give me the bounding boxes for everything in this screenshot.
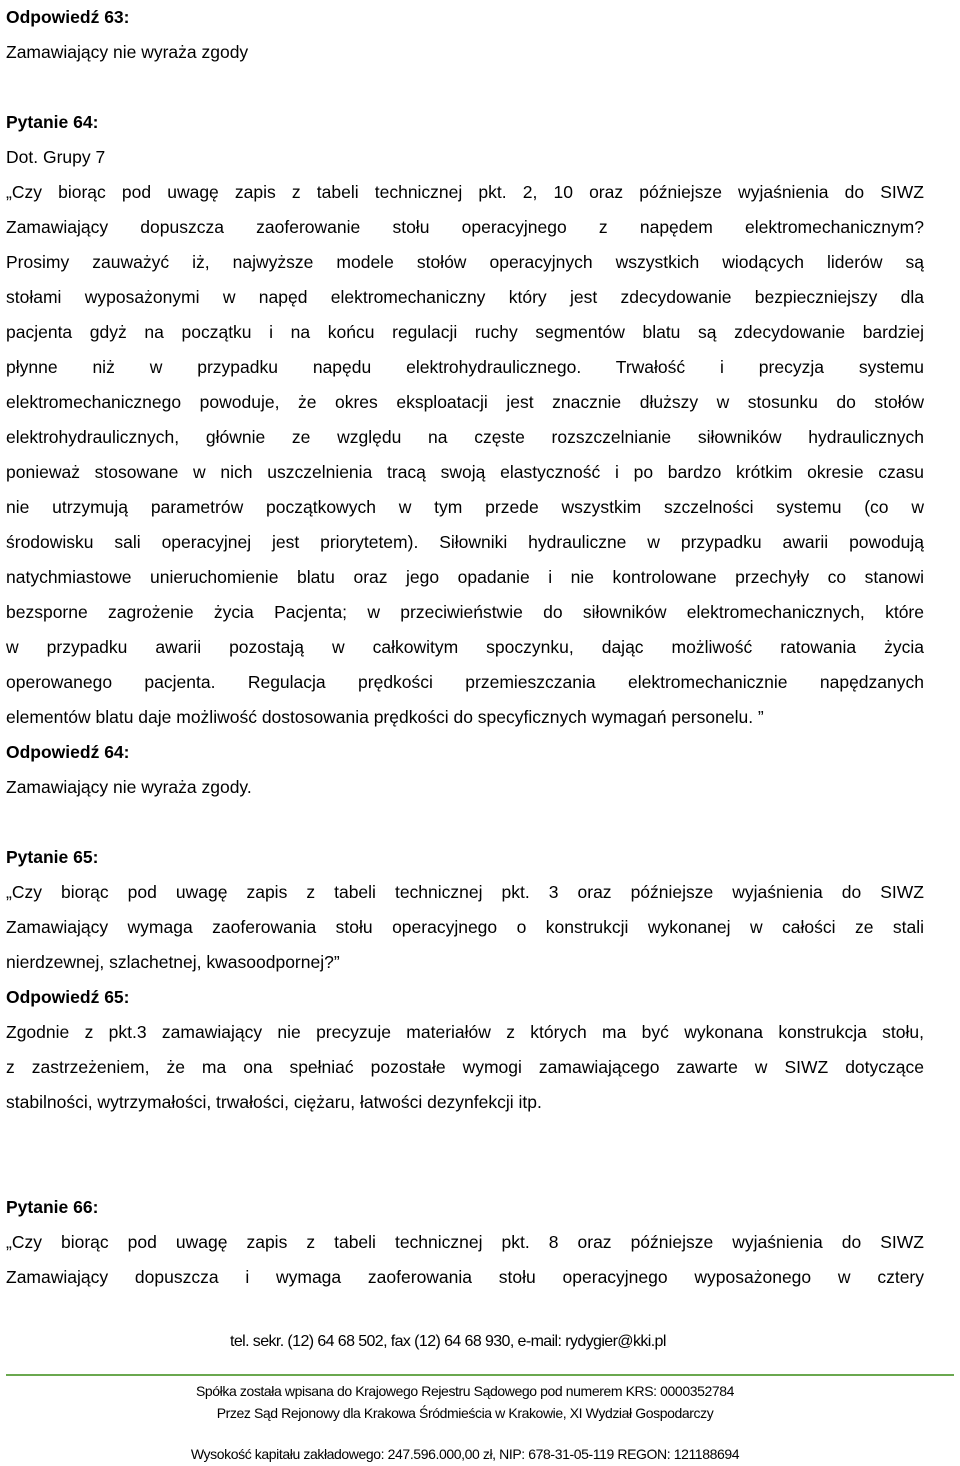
text-line: „Czy biorąc pod uwagę zapis z tabeli technicznej pkt. 2, 10 oraz późniejsze wyjaśnienia do SIWZ [6, 182, 924, 202]
text-line: nierdzewnej, szlachetnej, kwasoodpornej?” [6, 952, 340, 972]
text-line: środowisku sali operacyjnej jest priorytetem). Siłowniki hydrauliczne w przypadku awarii powodują [6, 532, 924, 552]
text-line: natychmiastowe unieruchomienie blatu oraz jego opadanie i nie kontrolowane przechyły co stanowi [6, 567, 924, 587]
text-line: bezsporne zagrożenie życia Pacjenta; w przeciwieństwie do siłowników elektromechanicznych, które [6, 602, 924, 622]
blank-line [6, 1155, 924, 1190]
text-line: elektromechanicznego powoduje, że okres eksploatacji jest znacznie dłuższy w stosunku do stołów [6, 392, 924, 412]
section-heading: Odpowiedź 63: [6, 7, 130, 27]
text-line: płynne niż w przypadku napędu elektrohydraulicznego. Trwałość i precyzja systemu [6, 357, 924, 377]
text-line: w przypadku awarii pozostają w całkowitym spoczynku, dając możliwość ratowania życia [6, 637, 924, 657]
text-line: „Czy biorąc pod uwagę zapis z tabeli technicznej pkt. 8 oraz późniejsze wyjaśnienia do SIWZ [6, 1232, 924, 1252]
text-line: Zamawiający nie wyraża zgody. [6, 777, 252, 797]
footer-divider [6, 1374, 954, 1376]
section-heading: Odpowiedź 64: [6, 742, 130, 762]
text-line: Zgodnie z pkt.3 zamawiający nie precyzuje materiałów z których ma być wykonana konstrukcja stołu, [6, 1022, 924, 1042]
text-line: Zamawiający wymaga zaoferowania stołu operacyjnego o konstrukcji wykonanej w całości ze stali [6, 917, 924, 937]
section-heading: Pytanie 65: [6, 847, 99, 867]
text-line: ponieważ stosowane w nich uszczelnienia tracą swoją elastyczność i po bardzo krótkim okresie czasu [6, 462, 924, 482]
section-heading: Pytanie 66: [6, 1197, 99, 1217]
blank-line [6, 70, 924, 105]
footer-contact [0, 1330, 960, 1354]
capital-line: Wysokość kapitału zakładowego: 247.596.000,00 zł, NIP: 678-31-05-119 REGON: 121188694 [190, 1446, 740, 1462]
text-line: Dot. Grupy 7 [6, 147, 106, 167]
text-line: z zastrzeżeniem, że ma ona spełniać pozostałe wymogi zamawiającego zawarte w SIWZ dotyczące [6, 1057, 924, 1077]
registry-line-2: Przez Sąd Rejonowy dla Krakowa Śródmieścia w Krakowie, XI Wydział Gospodarczy [216, 1405, 714, 1421]
text-line: stabilności, wytrzymałości, trwałości, ciężaru, łatwości dezynfekcji itp. [6, 1092, 542, 1112]
registry-line-1: Spółka została wpisana do Krajowego Rejestru Sądowego pod numerem KRS: 0000352784 [195, 1383, 735, 1399]
text-line: elektrohydraulicznych, głównie ze względu na częste rozszczelnianie siłowników hydraulicznych [6, 427, 924, 447]
text-line: Zamawiający dopuszcza zaoferowanie stołu operacyjnego z napędem elektromechanicznym? [6, 217, 924, 237]
text-line: stołami wyposażonymi w napęd elektromechaniczny który jest zdecydowanie bezpieczniejszy dla [6, 287, 924, 307]
text-line: operowanego pacjenta. Regulacja prędkości przemieszczania elektromechanicznie napędzanych [6, 672, 924, 692]
blank-line [6, 1120, 924, 1155]
section-heading: Pytanie 64: [6, 112, 99, 132]
text-line: Zamawiający dopuszcza i wymaga zaoferowania stołu operacyjnego wyposażonego w cztery [6, 1267, 924, 1287]
text-line: elementów blatu daje możliwość dostosowania prędkości do specyficznych wymagań personelu. ” [6, 707, 764, 727]
document-body [6, 0, 924, 1295]
text-line: pacjenta gdyż na początku i na końcu regulacji ruchy segmentów blatu są zdecydowanie bardziej [6, 322, 924, 342]
text-line: „Czy biorąc pod uwagę zapis z tabeli technicznej pkt. 3 oraz późniejsze wyjaśnienia do SIWZ [6, 882, 924, 902]
text-line: nie utrzymują parametrów początkowych w tym przede wszystkim szczelności systemu (co w [6, 497, 924, 517]
section-heading: Odpowiedź 65: [6, 987, 130, 1007]
blank-line [6, 805, 924, 840]
contact-line: tel. sekr. (12) 64 68 502, fax (12) 64 68 930, e-mail: rydygier@kki.pl [230, 1333, 666, 1350]
text-line: Prosimy zauważyć iż, najwyższe modele stołów operacyjnych wszystkich wiodących liderów są [6, 252, 924, 272]
text-line: Zamawiający nie wyraża zgody [6, 42, 249, 62]
